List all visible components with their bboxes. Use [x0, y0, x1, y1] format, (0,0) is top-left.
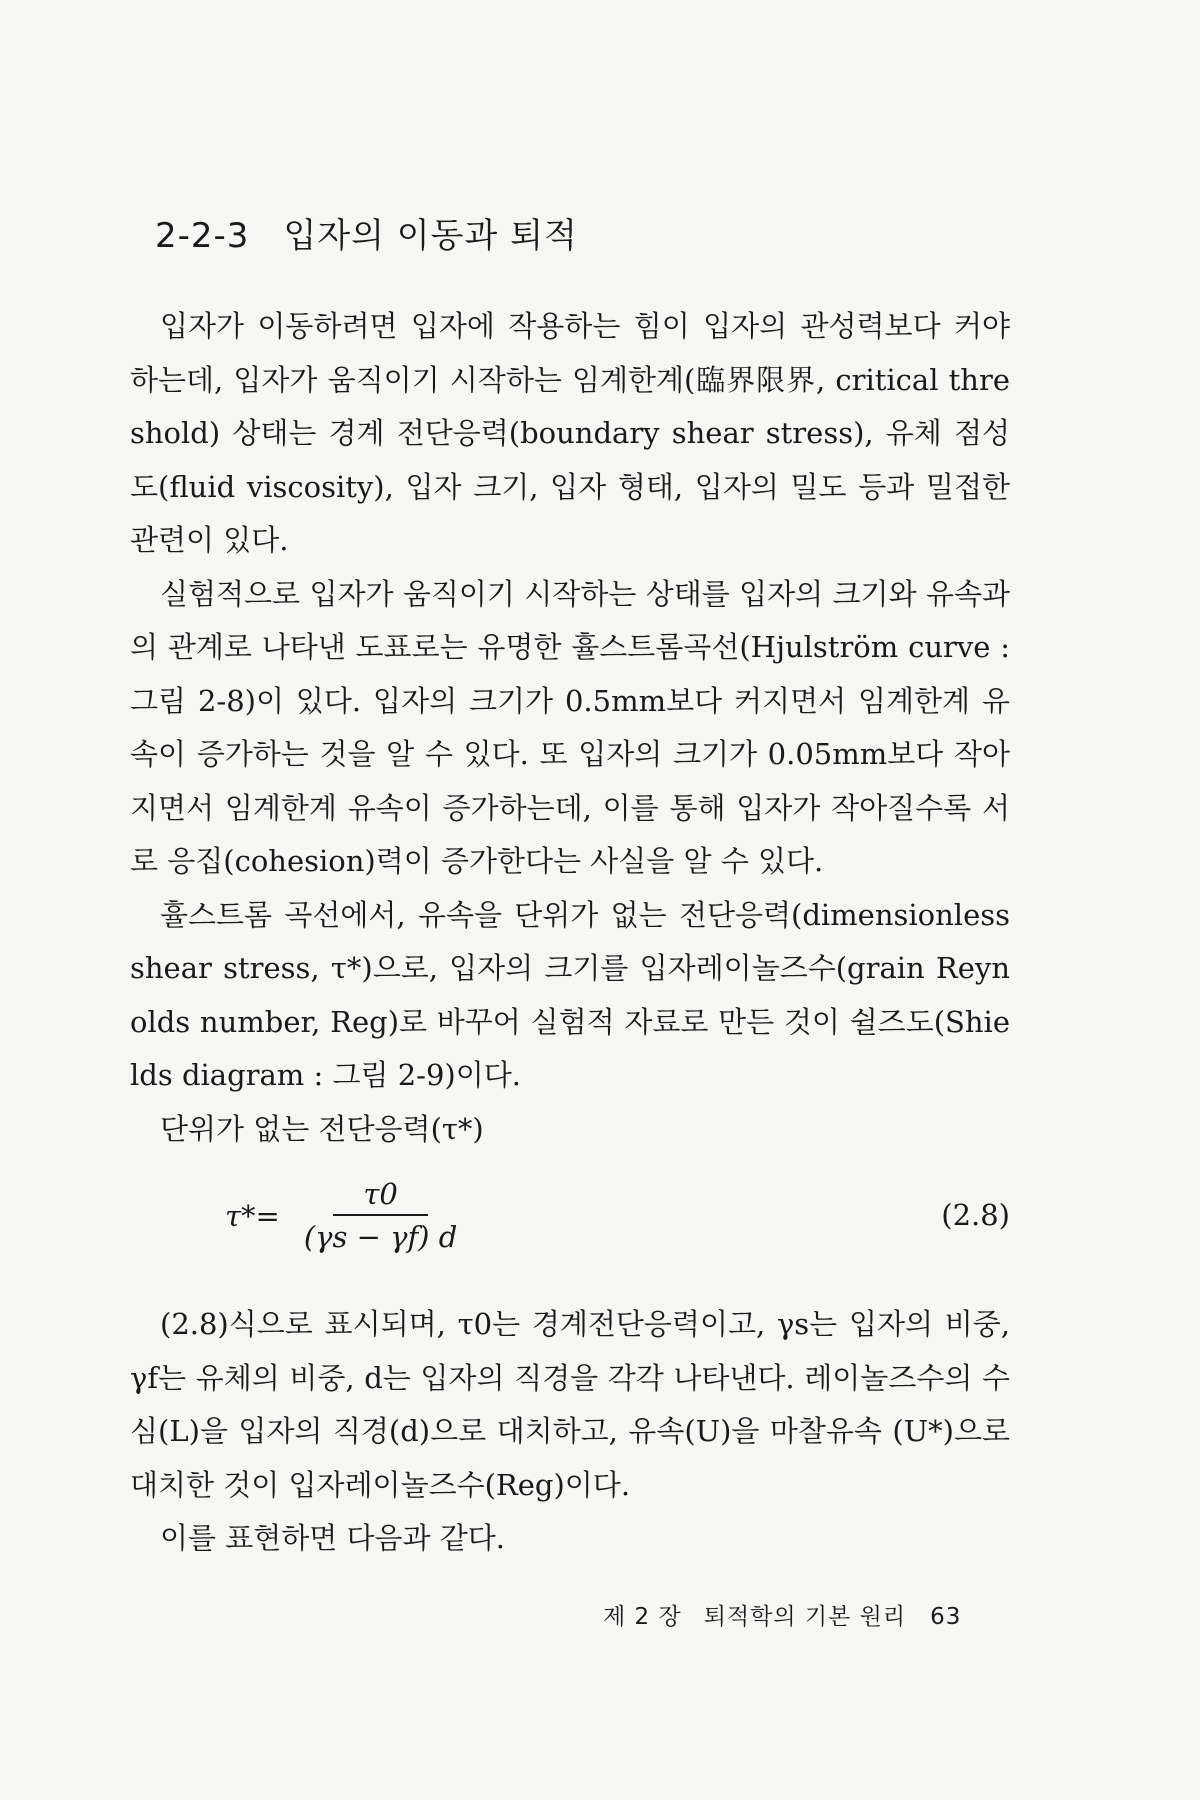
section-title: 입자의 이동과 퇴적	[283, 216, 578, 256]
footer-title: 퇴적학의 기본 원리	[703, 1604, 907, 1630]
equation-label: 단위가 없는 전단응력(τ*)	[160, 1111, 484, 1146]
paragraph-1: 입자가 이동하려면 입자에 작용하는 힘이 입자의 관성력보다 커야 하는데, 입자가 움직이기 시작하는 임계한계(臨界限界, critical threshold) 상태는 경계 전단응력(boundary shear stress), 유체 점성도(fluid viscosity), 입자 크기, 입자 형태, 입자의 밀도 등과 밀접한 관련이 있다.	[130, 309, 1010, 557]
paragraph-5: 이를 표현하면 다음과 같다.	[160, 1521, 506, 1555]
section-heading	[155, 208, 578, 257]
equation-2-8	[130, 1168, 1010, 1280]
paragraph-4: (2.8)식으로 표시되며, τ0는 경계전단응력이고, γs는 입자의 비중, γf는 유체의 비중, d는 입자의 직경을 각각 나타낸다. 레이놀즈수의 수심(L)을 입자의 직경(d)으로 대치하고, 유속(U)을 마찰유속 (U*)으로 대치한 것이 입자레이놀즈수(Reg)이다.	[130, 1307, 1010, 1502]
page-footer	[603, 1598, 961, 1631]
equation-body	[225, 1176, 471, 1256]
page-number: 63	[930, 1604, 962, 1630]
equation-number: (2.8)	[941, 1198, 1010, 1232]
equation-denominator: (γs − γf) d	[303, 1220, 458, 1254]
paragraph-3: 휼스트롬 곡선에서, 유속을 단위가 없는 전단응력(dimensionless shear stress, τ*)으로, 입자의 크기를 입자레이놀즈수(grain Reynolds number, Reg)로 바꾸어 실험적 자료로 만든 것이 쉴즈도(Shields diagram : 그림 2-9)이다.	[130, 897, 1010, 1092]
equation-numerator: τ0	[333, 1176, 428, 1216]
equation-lhs: τ*=	[225, 1199, 280, 1233]
footer-chapter: 제 2 장	[603, 1604, 682, 1630]
equation-fraction	[290, 1176, 471, 1256]
body-text	[130, 300, 1010, 1566]
paragraph-2: 실험적으로 입자가 움직이기 시작하는 상태를 입자의 크기와 유속과의 관계로 나타낸 도표로는 유명한 휼스트롬곡선(Hjulström curve : 그림 2-8)이 있다. 입자의 크기가 0.5mm보다 커지면서 임계한계 유속이 증가하는 것을 알 수 있다. 또 입자의 크기가 0.05mm보다 작아지면서 임계한계 유속이 증가하는데, 이를 통해 입자가 작아질수록 서로 응집(cohesion)력이 증가한다는 사실을 알 수 있다.	[130, 576, 1010, 878]
section-number: 2-2-3	[155, 216, 250, 256]
